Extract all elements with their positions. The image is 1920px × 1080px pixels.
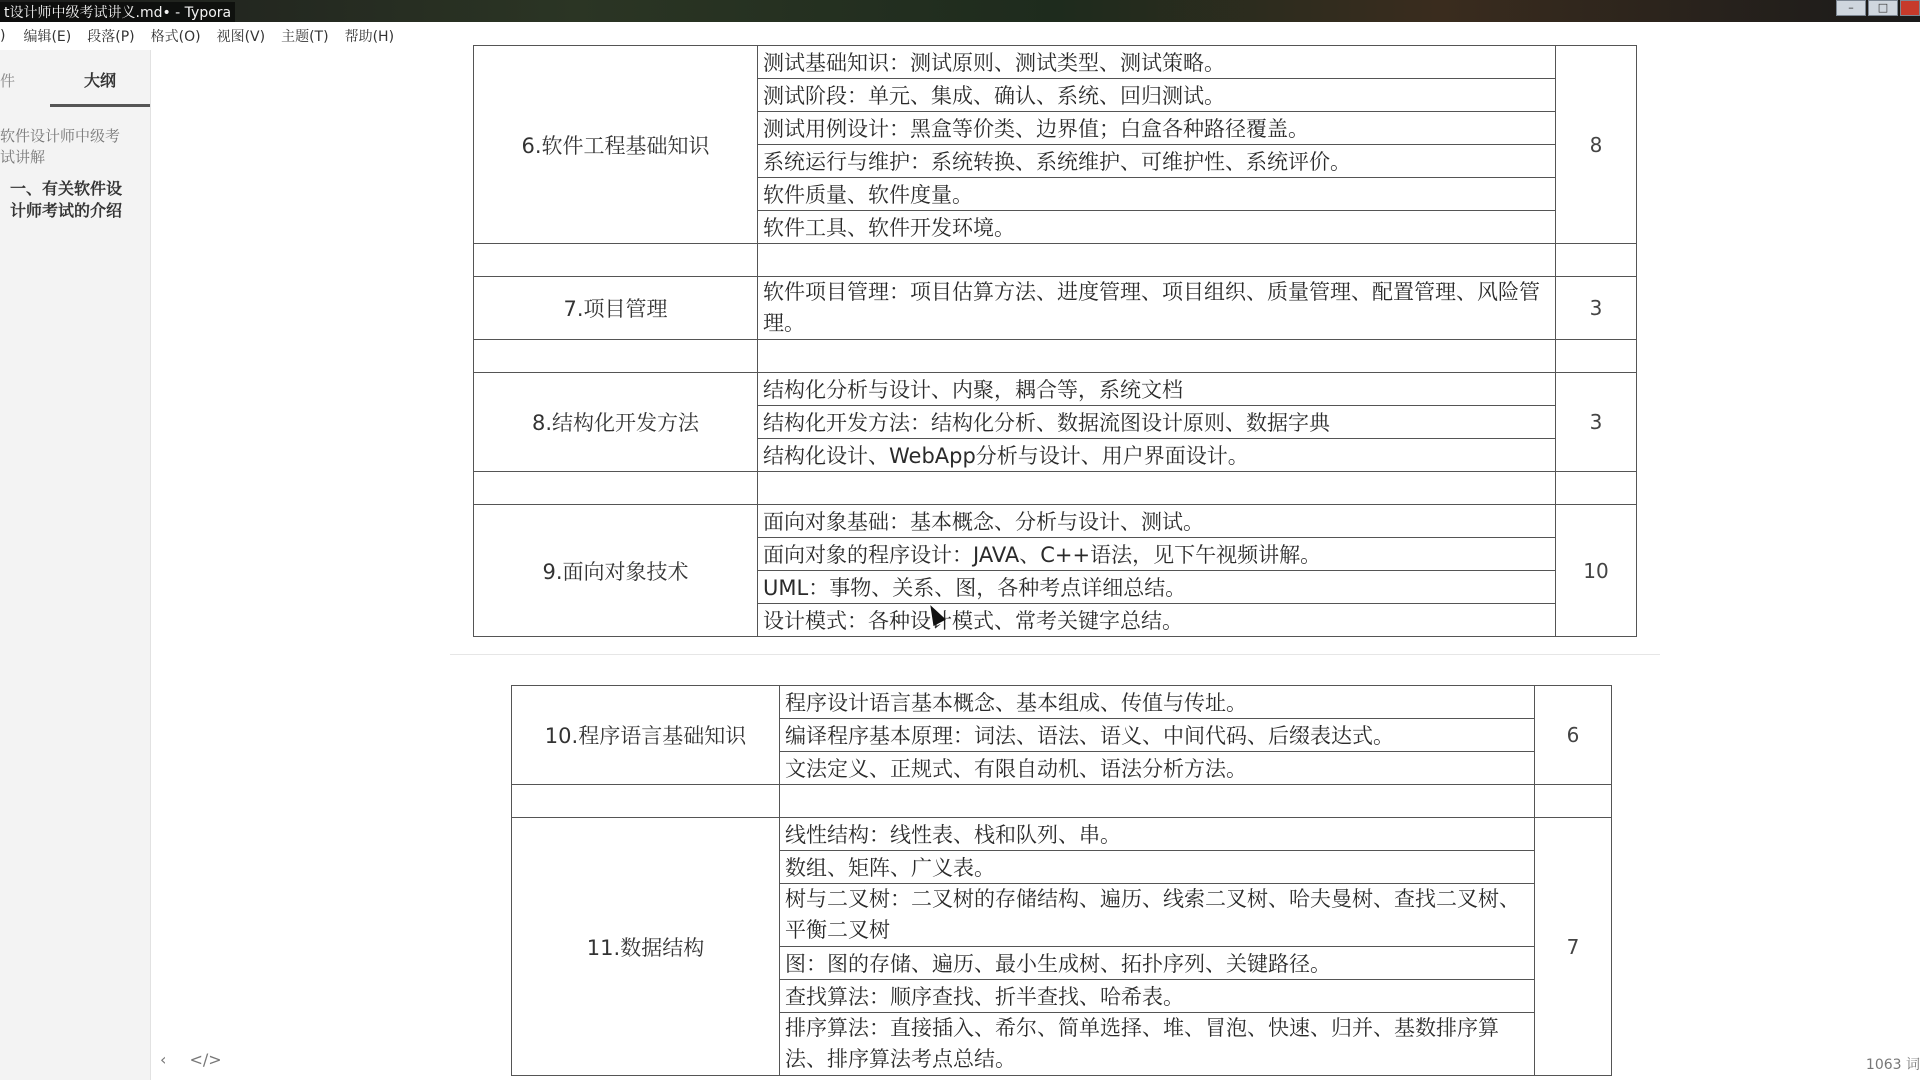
table-row — [512, 818, 1612, 851]
spacer-row — [474, 244, 1637, 277]
content-cell: 编译程序基本原理：词法、语法、语义、中间代码、后缀表达式。 — [780, 719, 1535, 752]
tab-outline[interactable]: 大纲 — [50, 50, 150, 107]
content-cell: 排序算法：直接插入、希尔、简单选择、堆、冒泡、快速、归并、基数排序算法、排序算法考点总结。 — [780, 1013, 1535, 1076]
menu-theme[interactable]: 主题(T) — [281, 29, 329, 45]
spacer-row — [474, 472, 1637, 505]
content-cell: 文法定义、正规式、有限自动机、语法分析方法。 — [780, 752, 1535, 785]
score-cell: 3 — [1556, 277, 1637, 340]
content-cell: 结构化分析与设计、内聚，耦合等，系统文档 — [758, 373, 1556, 406]
content-cell: 结构化设计、WebApp分析与设计、用户界面设计。 — [758, 439, 1556, 472]
section-title: 6.软件工程基础知识 — [474, 46, 758, 244]
score-cell: 3 — [1556, 373, 1637, 472]
menu-paragraph[interactable]: 段落(P) — [87, 29, 135, 45]
sidebar-tabs — [0, 50, 150, 106]
menu-view[interactable]: 视图(V) — [216, 29, 266, 45]
sidebar-footer — [160, 1050, 240, 1069]
content-cell: 树与二叉树：二叉树的存储结构、遍历、线索二叉树、哈夫曼树、查找二叉树、平衡二叉树 — [780, 884, 1535, 947]
section-title: 11.数据结构 — [512, 818, 780, 1076]
menu-file[interactable]: ) — [0, 28, 6, 44]
content-cell: 软件工具、软件开发环境。 — [758, 211, 1556, 244]
table-row — [512, 686, 1612, 719]
menu-edit[interactable]: 编辑(E) — [23, 29, 72, 45]
outline-item-root[interactable]: 软件设计师中级考试讲解 — [0, 127, 121, 166]
content-cell: 设计模式：各种设计模式、常考关键字总结。 — [758, 604, 1556, 637]
sidebar — [0, 50, 151, 1080]
content-cell: 系统运行与维护：系统转换、系统维护、可维护性、系统评价。 — [758, 145, 1556, 178]
content-cell: 软件项目管理：项目估算方法、进度管理、项目组织、质量管理、配置管理、风险管理。 — [758, 277, 1556, 340]
score-cell: 7 — [1535, 818, 1612, 1076]
window-controls — [1834, 0, 1920, 18]
exam-outline-table-1 — [473, 45, 1637, 637]
content-cell: 测试用例设计：黑盒等价类、边界值；白盒各种路径覆盖。 — [758, 112, 1556, 145]
spacer-row — [512, 785, 1612, 818]
content-cell: 数组、矩阵、广义表。 — [780, 851, 1535, 884]
section-title: 9.面向对象技术 — [474, 505, 758, 637]
content-cell: 线性结构：线性表、栈和队列、串。 — [780, 818, 1535, 851]
content-cell: 测试基础知识：测试原则、测试类型、测试策略。 — [758, 46, 1556, 79]
spacer-row — [474, 340, 1637, 373]
tab-files[interactable]: 件 — [0, 72, 16, 90]
title-bar — [0, 0, 1920, 22]
chevron-left-icon[interactable]: ‹ — [160, 1050, 167, 1069]
minimize-button[interactable]: – — [1836, 0, 1866, 16]
menu-help[interactable]: 帮助(H) — [344, 29, 395, 45]
score-cell: 10 — [1556, 505, 1637, 637]
score-cell: 6 — [1535, 686, 1612, 785]
close-button[interactable] — [1900, 0, 1920, 16]
content-cell: 测试阶段：单元、集成、确认、系统、回归测试。 — [758, 79, 1556, 112]
content-cell: 面向对象基础：基本概念、分析与设计、测试。 — [758, 505, 1556, 538]
content-cell: 查找算法：顺序查找、折半查找、哈希表。 — [780, 980, 1535, 1013]
section-title: 10.程序语言基础知识 — [512, 686, 780, 785]
table-row — [474, 277, 1637, 340]
table-row — [474, 46, 1637, 79]
content-cell: UML：事物、关系、图，各种考点详细总结。 — [758, 571, 1556, 604]
content-cell: 结构化开发方法：结构化分析、数据流图设计原则、数据字典 — [758, 406, 1556, 439]
section-title: 8.结构化开发方法 — [474, 373, 758, 472]
table-row — [474, 373, 1637, 406]
window-title: t设计师中级考试讲义.md• - Typora — [0, 2, 235, 22]
image-separator — [450, 654, 1660, 655]
table-row — [474, 505, 1637, 538]
exam-outline-table-2 — [511, 685, 1612, 1076]
content-cell: 面向对象的程序设计：JAVA、C++语法，见下午视频讲解。 — [758, 538, 1556, 571]
content-cell: 软件质量、软件度量。 — [758, 178, 1556, 211]
score-cell: 8 — [1556, 46, 1637, 244]
content-cell: 图：图的存储、遍历、最小生成树、拓扑序列、关键路径。 — [780, 947, 1535, 980]
outline-item-intro[interactable]: 一、有关软件设计师考试的介绍 — [10, 179, 123, 220]
section-title: 7.项目管理 — [474, 277, 758, 340]
menu-format[interactable]: 格式(O) — [150, 29, 201, 45]
source-code-icon[interactable]: </> — [189, 1050, 222, 1069]
word-count[interactable]: 1063 词 — [1865, 1057, 1920, 1073]
content-cell: 程序设计语言基本概念、基本组成、传值与传址。 — [780, 686, 1535, 719]
maximize-button[interactable]: □ — [1868, 0, 1898, 16]
